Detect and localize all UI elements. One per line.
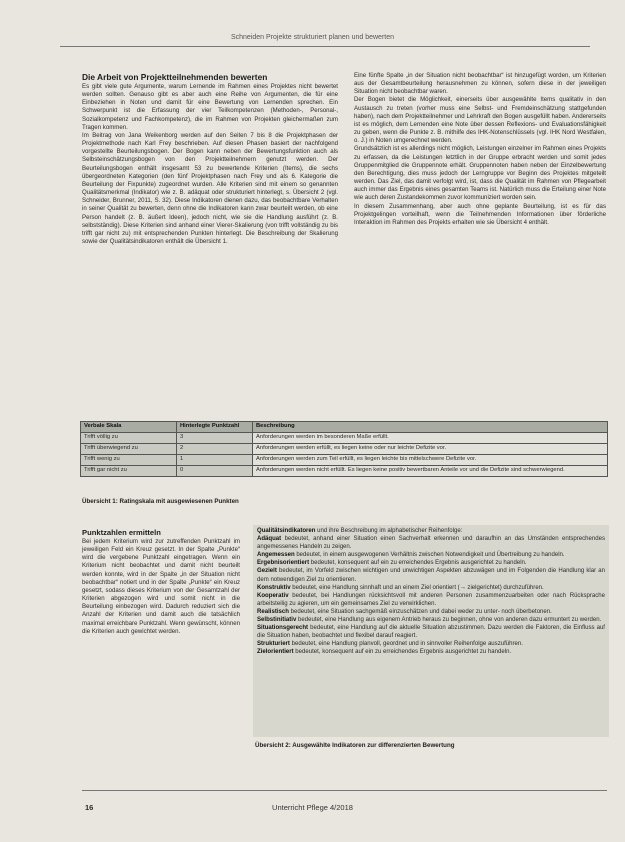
table-row <box>81 444 608 455</box>
table-caption: Übersicht 1: Ratingskala mit ausgewiesenen Punkten <box>82 498 239 505</box>
indicator-text: bedeutet, eine Handlung aus eigenem Antrieb heraus zu beginnen, ohne von anderen dazu ermuntert zu werden. <box>296 617 602 624</box>
indicators-intro <box>257 527 605 535</box>
indicator-text: bedeutet, in einem ausgewogenen Verhältnis zwischen Notwendigkeit und Übertreibung zu handeln. <box>294 552 565 559</box>
section-heading: Punktzahlen ermitteln <box>82 528 161 537</box>
article-paragraph: Im Beitrag von Jana Weikenborg werden auf den Seiten 7 bis 8 die Projektphasen der Projektmethode nach Karl Frey beschrieben. Auf diesen Phasen basiert der nachfolgend vorgestellte Beurteilungsbogen. Der Bogen kann neben der Bewertungsfunktion auch als Selbsteinschätzungsbogen von den Projektteilnehmern genutzt werden. Der Beurteilungsbogen enthält insgesamt 53 zu bewertende Kriterien (Items), die sechs übergeordneten Kategorien (den fünf Projektphasen nach Frey und als 6. Kategorie die Beurteilung der Fixpunkte) zugeordnet wurden. Alle Kriterien sind mit einem so genannten Qualitätsmerkmal (Indikator) wie z. B. adäquat oder strukturiert hinterlegt, s. Übersicht 2 (vgl. Schneider, Brunner, 2011, S. 32). Diese Indikatoren dienen dazu, das beobachtbare Verhalten in seiner Qualität zu bewerten, denn ohne die Indikatoren kann zwar beurteilt werden, ob eine Person handelt (z. B. äußert Ideen), jedoch nicht, wie sie die Handlung ausführt (z. B. selbstständig). Diese Kriterien sind anhand einer Vierer-Skalierung (von trifft vollständig zu bis trifft gar nicht zu) mit entsprechenden Punkten hinterlegt. Die Beschreibung der Skalierung sowie der Qualitätsindikatoren enthält die Übersicht 1. <box>82 131 338 245</box>
column-header: Hinterlegte Punktzahl <box>177 422 253 433</box>
table-row <box>81 466 608 477</box>
table-row <box>81 433 608 444</box>
indicator-text: bedeutet, konsequent auf ein zu erreichendes Ergebnis ausgerichtet zu handeln. <box>293 649 512 656</box>
column-header: Beschreibung <box>253 422 608 433</box>
indicator-text: bedeutet, eine Handlung auf die aktuelle Situation abzustimmen. Dazu werden die Faktoren, die Einfluss auf die Situation haben, beobachtet und flexibel darauf reagiert. <box>257 625 605 640</box>
indicator-term: Kooperativ <box>257 592 289 599</box>
indicator-term: Gezielt <box>257 568 277 575</box>
intro-text: und ihre Beschreibung im alphabetischer Reihenfolge: <box>315 528 463 534</box>
indicator-entry <box>257 535 605 551</box>
indicator-text: bedeutet, eine Situation sachgemäß einzuschätzen und dabei weder zu unter- noch überbetonen. <box>288 608 552 615</box>
indicator-term: Ergebnisorientiert <box>257 560 310 567</box>
indicator-entry <box>257 592 605 608</box>
indicator-text: bedeutet, im Vorfeld zwischen wichtigen und unwichtigen Aspekten abzuwägen und im Folgenden die Handlung klar an dem notwendigen Ziel zu orientieren. <box>257 568 605 583</box>
indicator-term: Selbstinitiativ <box>257 617 297 624</box>
indicator-text: bedeutet, anhand einer Situation einen Sachverhalt erkennen und daraufhin an das Umständen entsprechendes angemessenes Handeln zu zeigen. <box>257 536 605 551</box>
footer-rule <box>82 790 607 791</box>
indicator-term: Realistisch <box>257 608 289 615</box>
section-points-column <box>82 528 240 636</box>
indicator-term: Strukturiert <box>257 641 290 648</box>
table-cell-scale: Trifft wenig zu <box>81 455 177 466</box>
table-cell-points: 1 <box>177 455 253 466</box>
header-rule <box>60 46 590 47</box>
indicator-entry <box>257 567 605 583</box>
indicator-term: Zielorientiert <box>257 649 294 656</box>
article-paragraph: Eine fünfte Spalte „in der Situation nicht beobachtbar“ ist hinzugefügt worden, um Kriterien aus der Gesamtbeurteilung herausnehmen zu können, sofern diese in der jeweiligen Situation nicht beobachtbar waren. <box>354 72 606 96</box>
indicator-term: Angemessen <box>257 552 295 559</box>
indicator-entry <box>257 608 605 616</box>
column-header: Verbale Skala <box>81 422 177 433</box>
indicator-term: Situationsgerecht <box>257 625 309 632</box>
table-cell-description: Anforderungen werden nicht erfüllt. Es liegen keine positiv bewertbaren Anteile vor und die Defizite sind schwerwiegend. <box>253 466 608 477</box>
page-number: 16 <box>85 803 94 812</box>
indicator-entry <box>257 624 605 640</box>
magazine-issue: Unterricht Pflege 4/2018 <box>272 803 353 812</box>
rating-scale-table <box>80 421 608 477</box>
table-cell-description: Anforderungen werden zum Teil erfüllt, es liegen leichte bis mittelschwere Defizite vor. <box>253 455 608 466</box>
indicators-box <box>253 525 609 737</box>
indicator-entry <box>257 551 605 559</box>
article-paragraph: In diesem Zusammenhang, aber auch ohne geplante Beurteilung, ist es für das Projektgelingen vorteilhaft, wenn die Teilnehmenden Informationen über förderliche Interaktion im Rahmen des Projekts erhalten wie sie Übersicht 4 enthält. <box>354 202 606 226</box>
indicator-text: bedeutet, eine Handlung planvoll, geordnet und in sinnvoller Reihenfolge auszuführen. <box>289 641 523 648</box>
table-cell-scale: Trifft überwiegend zu <box>81 444 177 455</box>
box-caption: Übersicht 2: Ausgewählte Indikatoren zur differenzierten Bewertung <box>255 742 455 749</box>
article-column-right <box>354 72 606 227</box>
table-cell-points: 0 <box>177 466 253 477</box>
table-header-row <box>81 422 608 433</box>
article-paragraph: Es gibt viele gute Argumente, warum Lernende im Rahmen eines Projektes nicht bewertet werden sollten. Genauso gibt es aber auch eine Reihe von Argumenten, die für eine Einbeziehen in Noten und damit für eine Bewertung von Lernenden sprechen. Ein Schwerpunkt ist die Erfassung der vier Teilkompetenzen (Methoden-, Personal-, Sozialkompetenz und Fachkompetenz), die im Rahmen von Projekten gleichermaßen zum Tragen kommen. <box>82 83 338 131</box>
indicator-text: bedeutet, konsequent auf ein zu erreichendes Ergebnis ausgerichtet zu handeln. <box>309 560 527 567</box>
table-cell-scale: Trifft gar nicht zu <box>81 466 177 477</box>
table-cell-scale: Trifft völlig zu <box>81 433 177 444</box>
article-column-left <box>82 72 338 246</box>
running-header: Schneiden Projekte strukturiert planen und bewerten <box>230 34 395 41</box>
table-cell-description: Anforderungen werden im besonderen Maße erfüllt. <box>253 433 608 444</box>
indicator-entry <box>257 640 605 648</box>
indicator-entry <box>257 648 605 656</box>
article-heading: Die Arbeit von Projektteilnehmenden bewerten <box>82 72 268 82</box>
table-cell-points: 3 <box>177 433 253 444</box>
indicator-entry <box>257 584 605 592</box>
indicator-text: bedeutet, bei Handlungen rücksichtsvoll mit anderen Personen zusammenzuarbeiten oder nach Rücksprache arbeitsteilig zu agieren, um ein gemeinsames Ziel zu verwirklichen. <box>257 592 605 607</box>
indicator-term: Konstruktiv <box>257 584 291 591</box>
article-paragraph: Grundsätzlich ist es allerdings nicht möglich, Leistungen einzelner im Rahmen eines Projekts zu erfassen, da die Leistungen letztlich in der Gruppe erbracht werden und somit jedes Gruppenmitglied die Gruppennote erhält. Gruppennoten haben neben der Einzelbewertung den Berechtigung, dies muss jedoch der Lerngruppe vor Beginn des Projektes mitgeteilt werden. Das Ziel, das damit verfolgt wird, ist, dass die Qualität im Rahmen von Pflegearbeit auch immer das Ergebnis eines gesamten Teams ist. Natürlich muss die Erteilung einer Note wie auch deren Zustandekommen zuvor kommuniziert worden sein. <box>354 145 606 202</box>
table-cell-points: 2 <box>177 444 253 455</box>
indicator-term: Adäquat <box>257 536 282 543</box>
section-paragraph: Bei jedem Kriterium wird zur zutreffenden Punktzahl im jeweiligen Feld ein Kreuz gesetzt. In der Spalte „Punkte“ wird die vergebene Punktzahl eingetragen. Wenn ein Kriterium nicht beobachtet und damit nicht beurteilt werden konnte, wird in der Spalte „in der Situation nicht beobachtbar“ notiert und in der Spalte „Punkte“ ein Kreuz gesetzt, sodass dieses Kriterium von der Gesamtzahl der Kriterien abgezogen wird und somit nicht in die Beurteilung einbezogen wird. Dadurch reduziert sich die Anzahl der Kriterien und damit auch die tatsächlich maximal erreichbare Punktzahl. Wenn gewünscht, können die Kriterien auch gewichtet werden. <box>82 538 240 635</box>
indicator-entry <box>257 559 605 567</box>
indicator-entry <box>257 616 605 624</box>
table-row <box>81 455 608 466</box>
intro-bold: Qualitätsindikatoren <box>257 528 316 534</box>
indicator-text: bedeutet, eine Handlung sinnhaft und an einem Ziel orientiert (→ zielgerichtet) durchzuführen. <box>290 584 544 591</box>
table-cell-description: Anforderungen werden erfüllt, es liegen keine oder nur leichte Defizite vor. <box>253 444 608 455</box>
article-paragraph: Der Bogen bietet die Möglichkeit, einerseits über ausgewählte Items qualitativ in den Austausch zu treten (vorher muss eine Selbst- und Fremdeinschätzung stattgefunden haben), nach dem Projektteilnehmer und Lehrkraft den Bogen ausgefüllt haben. Andererseits ist es möglich, dem Lernenden eine Note über dessen Reflexions- und Evaluationsfähigkeit zu geben, wenn die Punkte z. B. mithilfe des IHK-Notenschlüssels (vgl. IHK Nord Westfalen, o. J.) in Noten umgerechnet werden. <box>354 96 606 145</box>
